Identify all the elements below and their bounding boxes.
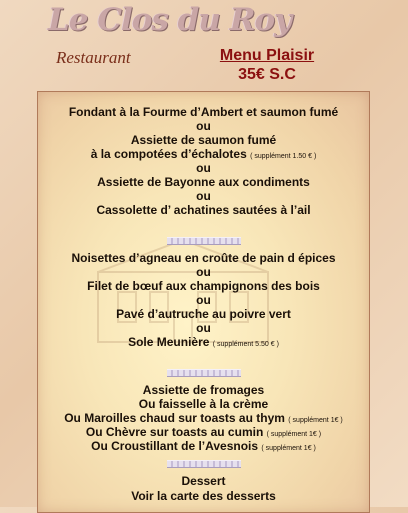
- menu-line: Pavé d’autruche au poivre vert: [116, 307, 291, 321]
- menu-item-text: Ou Croustillant de l’Avesnois: [91, 439, 259, 453]
- menu-item-text: Ou Chèvre sur toasts au cumin: [85, 425, 264, 439]
- menu-item-text: à la compotées d’échalotes: [90, 147, 247, 161]
- supplement-note: ( supplément 1€ ): [288, 417, 343, 424]
- supplement-note: ( supplément 5.50 € ): [212, 341, 279, 348]
- menu-line: [38, 439, 369, 456]
- menu-line: Filet de bœuf aux champignons des bois: [87, 279, 320, 293]
- menu-line: [38, 335, 369, 352]
- section-divider: [167, 369, 241, 377]
- menu-item-text: Ou Maroilles chaud sur toasts au thym: [64, 411, 285, 425]
- menu-line: ou: [196, 189, 211, 203]
- menu-line: Assiette de saumon fumé: [130, 133, 277, 147]
- menu-line: Voir la carte des desserts: [131, 489, 276, 503]
- menu-item-text: Sole Meunière: [128, 335, 210, 349]
- supplement-note: ( supplément 1.50 € ): [250, 153, 317, 160]
- menu-title: Menu Plaisir: [219, 47, 315, 64]
- menu-line: Fondant à la Fourme d’Ambert et saumon fumé: [68, 105, 339, 119]
- restaurant-subtitle: Restaurant: [56, 48, 131, 67]
- section-divider: [167, 460, 241, 468]
- menu-line: Assiette de Bayonne aux condiments: [97, 175, 310, 189]
- header: [0, 0, 408, 90]
- restaurant-logo: Le Clos du Roy: [48, 2, 292, 38]
- menu-line: Cassolette d’ achatines sautées à l’ail: [96, 203, 311, 217]
- section-divider: [167, 237, 241, 245]
- supplement-note: ( supplément 1€ ): [266, 431, 322, 438]
- menu-line: Ou faisselle à la crème: [138, 397, 269, 411]
- menu-line: ou: [196, 321, 211, 335]
- supplement-note: ( supplément 1€ ): [261, 445, 316, 452]
- menu-line: ou: [196, 293, 211, 307]
- menu-card: [37, 91, 370, 513]
- menu-line: ou: [196, 265, 211, 279]
- menu-line: Noisettes d’agneau en croûte de pain d épices: [71, 251, 336, 265]
- menu-line: Dessert: [181, 474, 226, 488]
- menu-price: 35€ S.C: [238, 66, 296, 83]
- menu-line: ou: [196, 119, 211, 133]
- menu-line: ou: [196, 161, 211, 175]
- menu-line: Assiette de fromages: [142, 383, 265, 397]
